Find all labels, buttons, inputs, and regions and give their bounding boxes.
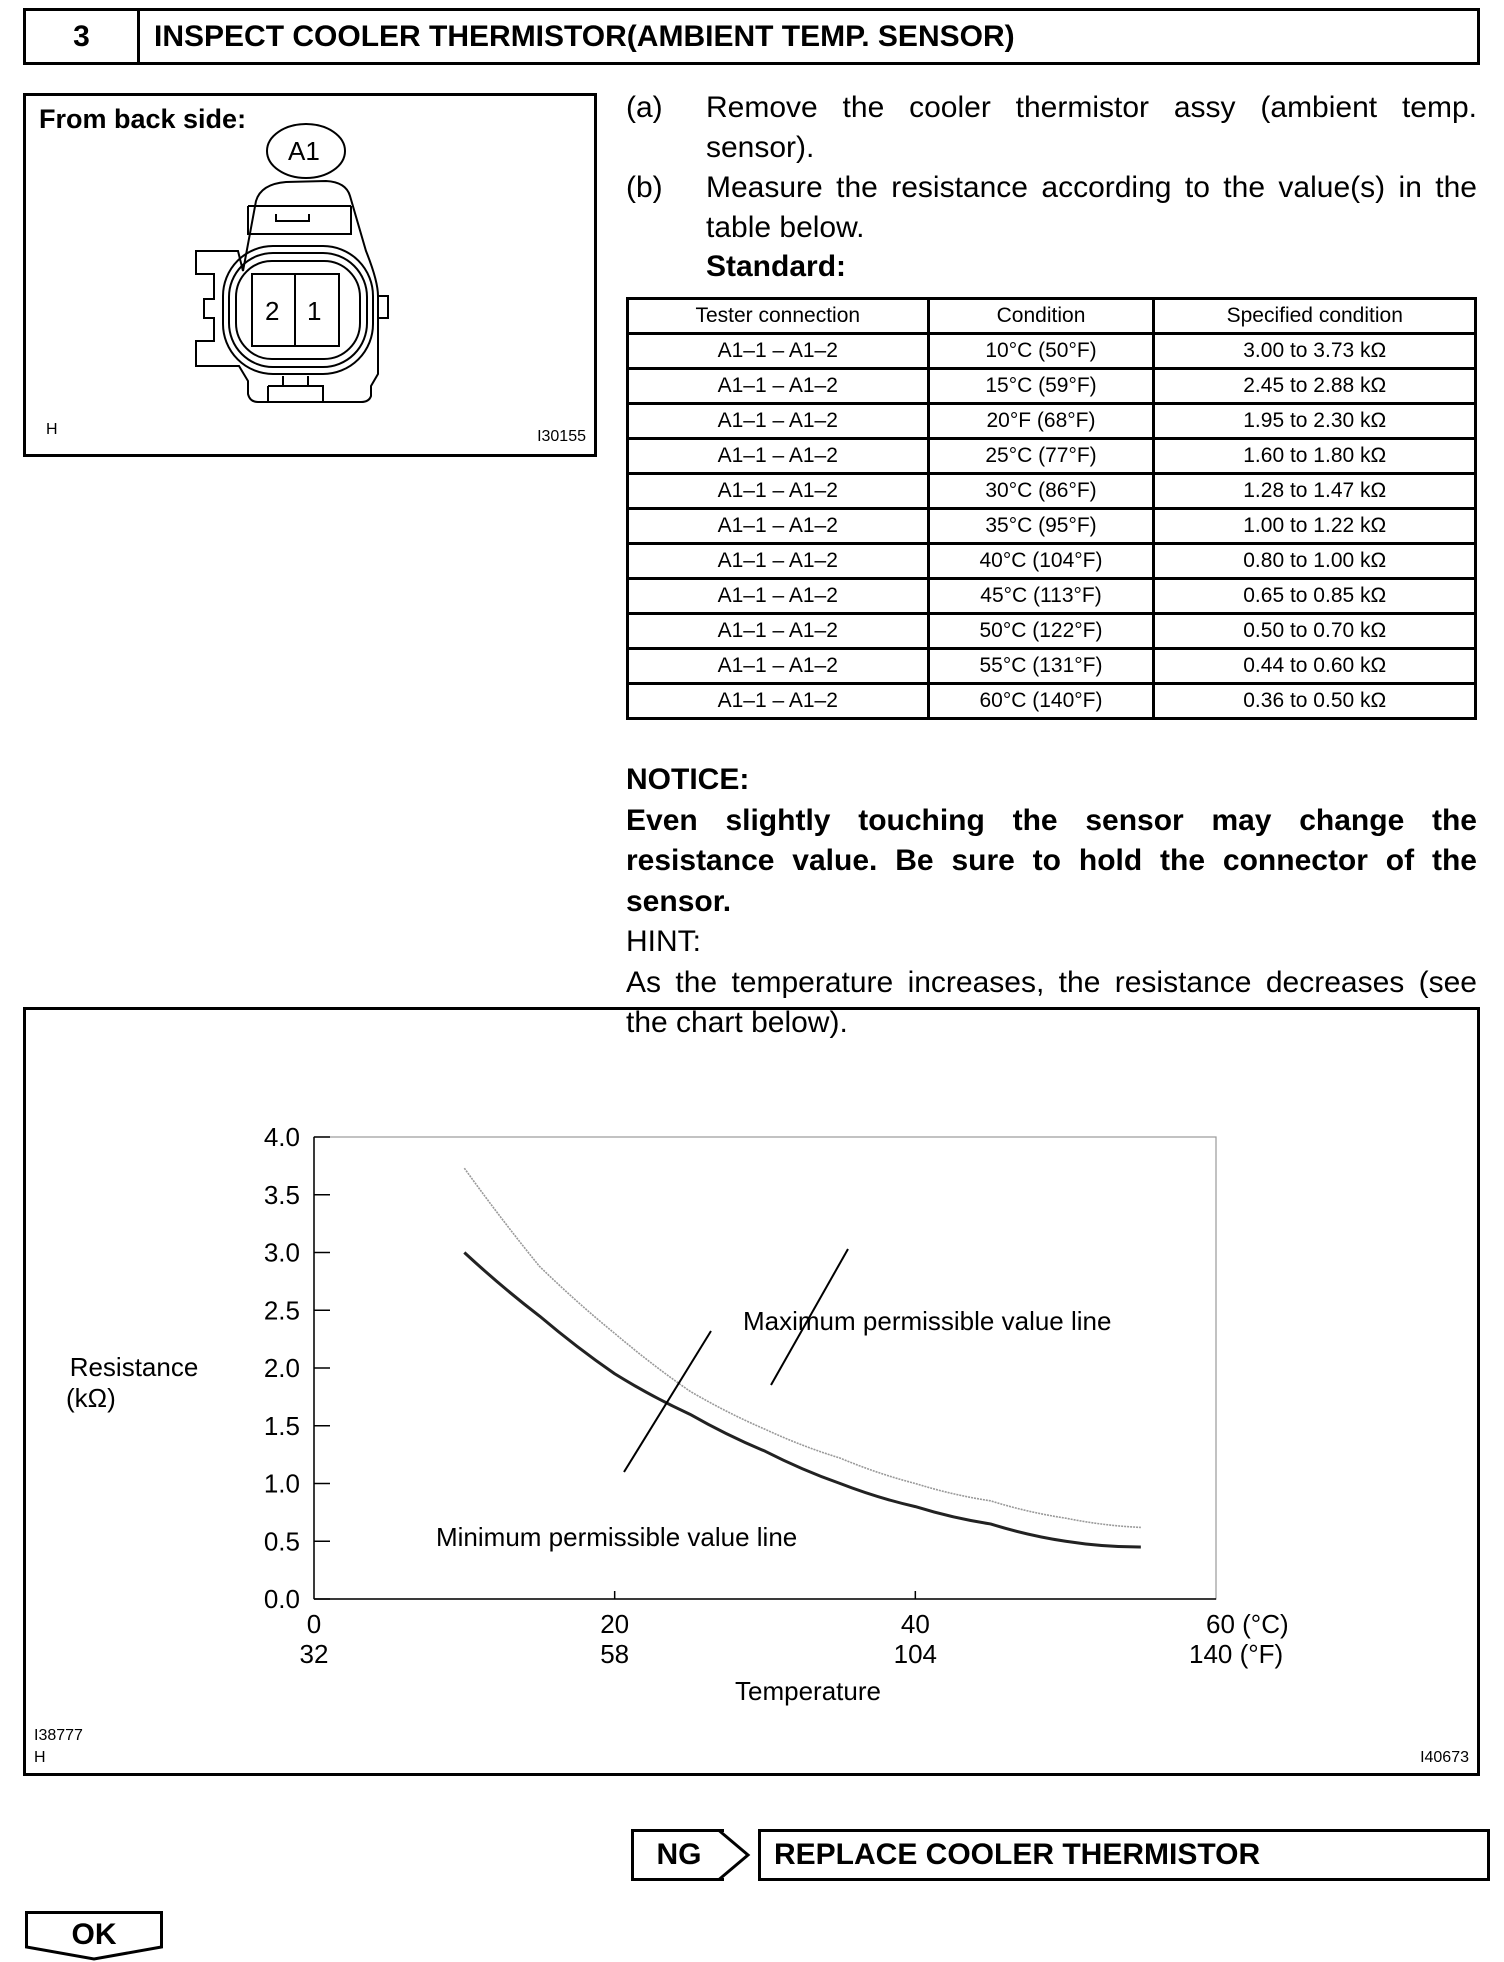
x-tick-label-c: 0 xyxy=(306,1609,322,1639)
ng-action-box[interactable] xyxy=(758,1829,1490,1881)
step-header xyxy=(23,8,1480,65)
hint-text: As the temperature increases, the resistance decreases (see the chart below). xyxy=(626,965,1477,1039)
max-line-label: Maximum permissible value line xyxy=(743,1306,1112,1336)
table-cell: 30°C (86°F) xyxy=(928,474,1154,509)
table-cell: 60°C (140°F) xyxy=(928,684,1154,719)
ng-arrow-icon xyxy=(718,1829,752,1881)
table-cell: 45°C (113°F) xyxy=(928,579,1154,614)
connector-id: A1 xyxy=(288,136,320,166)
chart-corner-code: H xyxy=(34,1749,46,1766)
y-tick-label: 0.5 xyxy=(263,1526,300,1557)
step-b-key: (b) xyxy=(626,171,663,204)
table-cell: 20°F (68°F) xyxy=(928,404,1154,439)
ng-button[interactable] xyxy=(631,1829,724,1881)
x-axis-label: Temperature xyxy=(735,1676,881,1706)
x-tick-label-c: 60 (°C) xyxy=(1206,1609,1289,1639)
table-cell: 40°C (104°F) xyxy=(928,544,1154,579)
table-row xyxy=(628,369,1476,404)
table-cell: 50°C (122°F) xyxy=(928,614,1154,649)
step-b xyxy=(626,168,1477,248)
table-cell: 15°C (59°F) xyxy=(928,369,1154,404)
y-tick-label: 3.5 xyxy=(263,1179,300,1210)
figure-label: From back side: xyxy=(39,104,247,134)
y-axis-label: Resistance xyxy=(69,1352,199,1382)
resistance-table xyxy=(626,297,1477,720)
table-cell: A1–1 – A1–2 xyxy=(628,334,929,369)
x-tick-label-f: 32 xyxy=(299,1639,329,1669)
table-cell: 1.28 to 1.47 kΩ xyxy=(1154,474,1476,509)
table-cell: 1.95 to 2.30 kΩ xyxy=(1154,404,1476,439)
column-header: Tester connection xyxy=(628,299,929,334)
ng-action-label: REPLACE COOLER THERMISTOR xyxy=(774,1838,1261,1871)
table-row xyxy=(628,544,1476,579)
y-tick-label: 2.0 xyxy=(263,1353,300,1383)
x-tick-label-c: 40 xyxy=(900,1609,930,1639)
y-tick-label: 1.0 xyxy=(263,1468,300,1499)
x-tick-label-f: 140 (°F) xyxy=(1189,1639,1284,1669)
table-row xyxy=(628,614,1476,649)
step-title: INSPECT COOLER THERMISTOR(AMBIENT TEMP. SENSOR) xyxy=(154,20,1015,53)
notice-label: NOTICE: xyxy=(626,763,750,796)
notice-text: Even slightly touching the sensor may change the resistance value. Be sure to hold the connector of the sensor. xyxy=(626,803,1477,918)
y-tick-label: 3.0 xyxy=(263,1237,300,1268)
min-value-line xyxy=(464,1253,1141,1548)
table-cell: 3.00 to 3.73 kΩ xyxy=(1154,334,1476,369)
table-cell: A1–1 – A1–2 xyxy=(628,404,929,439)
table-cell: 10°C (50°F) xyxy=(928,334,1154,369)
table-cell: A1–1 – A1–2 xyxy=(628,509,929,544)
table-row xyxy=(628,684,1476,719)
table-cell: 2.45 to 2.88 kΩ xyxy=(1154,369,1476,404)
table-cell: 1.00 to 1.22 kΩ xyxy=(1154,509,1476,544)
step-b-text: Measure the resistance according to the value(s) in the table below. xyxy=(706,171,1477,244)
pin-1-label: 1 xyxy=(307,296,322,326)
table-row xyxy=(628,439,1476,474)
table-cell: 1.60 to 1.80 kΩ xyxy=(1154,439,1476,474)
table-cell: A1–1 – A1–2 xyxy=(628,369,929,404)
table-row xyxy=(628,509,1476,544)
standard-label: Standard: xyxy=(706,250,847,283)
notice-section xyxy=(626,760,1477,1044)
column-header: Condition xyxy=(928,299,1154,334)
x-tick-label-f: 58 xyxy=(600,1639,630,1669)
table-row xyxy=(628,474,1476,509)
min-line-label: Minimum permissible value line xyxy=(436,1522,798,1552)
table-cell: 0.80 to 1.00 kΩ xyxy=(1154,544,1476,579)
table-cell: 0.65 to 0.85 kΩ xyxy=(1154,579,1476,614)
chart-svg xyxy=(26,1010,1477,1773)
step-a xyxy=(626,88,1477,168)
table-row xyxy=(628,334,1476,369)
x-tick-label-c: 20 xyxy=(600,1609,630,1639)
step-a-key: (a) xyxy=(626,91,663,124)
chart-code-left: I38777 xyxy=(34,1727,83,1744)
chart-code-right: I40673 xyxy=(1420,1749,1469,1766)
table-cell: A1–1 – A1–2 xyxy=(628,684,929,719)
table-row xyxy=(628,579,1476,614)
x-tick-label-f: 104 xyxy=(893,1639,938,1669)
step-a-text: Remove the cooler thermistor assy (ambient temp. sensor). xyxy=(706,91,1477,164)
resistance-chart xyxy=(23,1007,1480,1776)
ok-label: OK xyxy=(71,1918,117,1951)
table-cell: 0.36 to 0.50 kΩ xyxy=(1154,684,1476,719)
table-cell: A1–1 – A1–2 xyxy=(628,649,929,684)
ok-button[interactable] xyxy=(25,1911,163,1961)
y-tick-label: 0.0 xyxy=(263,1584,300,1614)
table-cell: A1–1 – A1–2 xyxy=(628,579,929,614)
table-header-row xyxy=(628,299,1476,334)
table-cell: 0.50 to 0.70 kΩ xyxy=(1154,614,1476,649)
table-cell: A1–1 – A1–2 xyxy=(628,544,929,579)
table-cell: 55°C (131°F) xyxy=(928,649,1154,684)
figure-corner-code: H xyxy=(46,421,58,438)
y-tick-label: 2.5 xyxy=(263,1295,300,1326)
step-number: 3 xyxy=(26,11,140,62)
hint-label: HINT: xyxy=(626,925,701,958)
table-row xyxy=(628,404,1476,439)
table-cell: 35°C (95°F) xyxy=(928,509,1154,544)
table-row xyxy=(628,649,1476,684)
table-cell: 25°C (77°F) xyxy=(928,439,1154,474)
y-tick-label: 4.0 xyxy=(263,1122,300,1152)
table-cell: A1–1 – A1–2 xyxy=(628,474,929,509)
y-tick-label: 1.5 xyxy=(263,1410,300,1441)
ng-label: NG xyxy=(656,1838,702,1871)
table-cell: 0.44 to 0.60 kΩ xyxy=(1154,649,1476,684)
table-cell: A1–1 – A1–2 xyxy=(628,614,929,649)
table-cell: A1–1 – A1–2 xyxy=(628,439,929,474)
max-value-line xyxy=(464,1168,1141,1527)
connector-figure xyxy=(23,93,597,457)
column-header: Specified condition xyxy=(1154,299,1476,334)
figure-id: I30155 xyxy=(537,428,586,445)
y-axis-unit: (kΩ) xyxy=(66,1383,116,1413)
pin-2-label: 2 xyxy=(265,296,280,326)
